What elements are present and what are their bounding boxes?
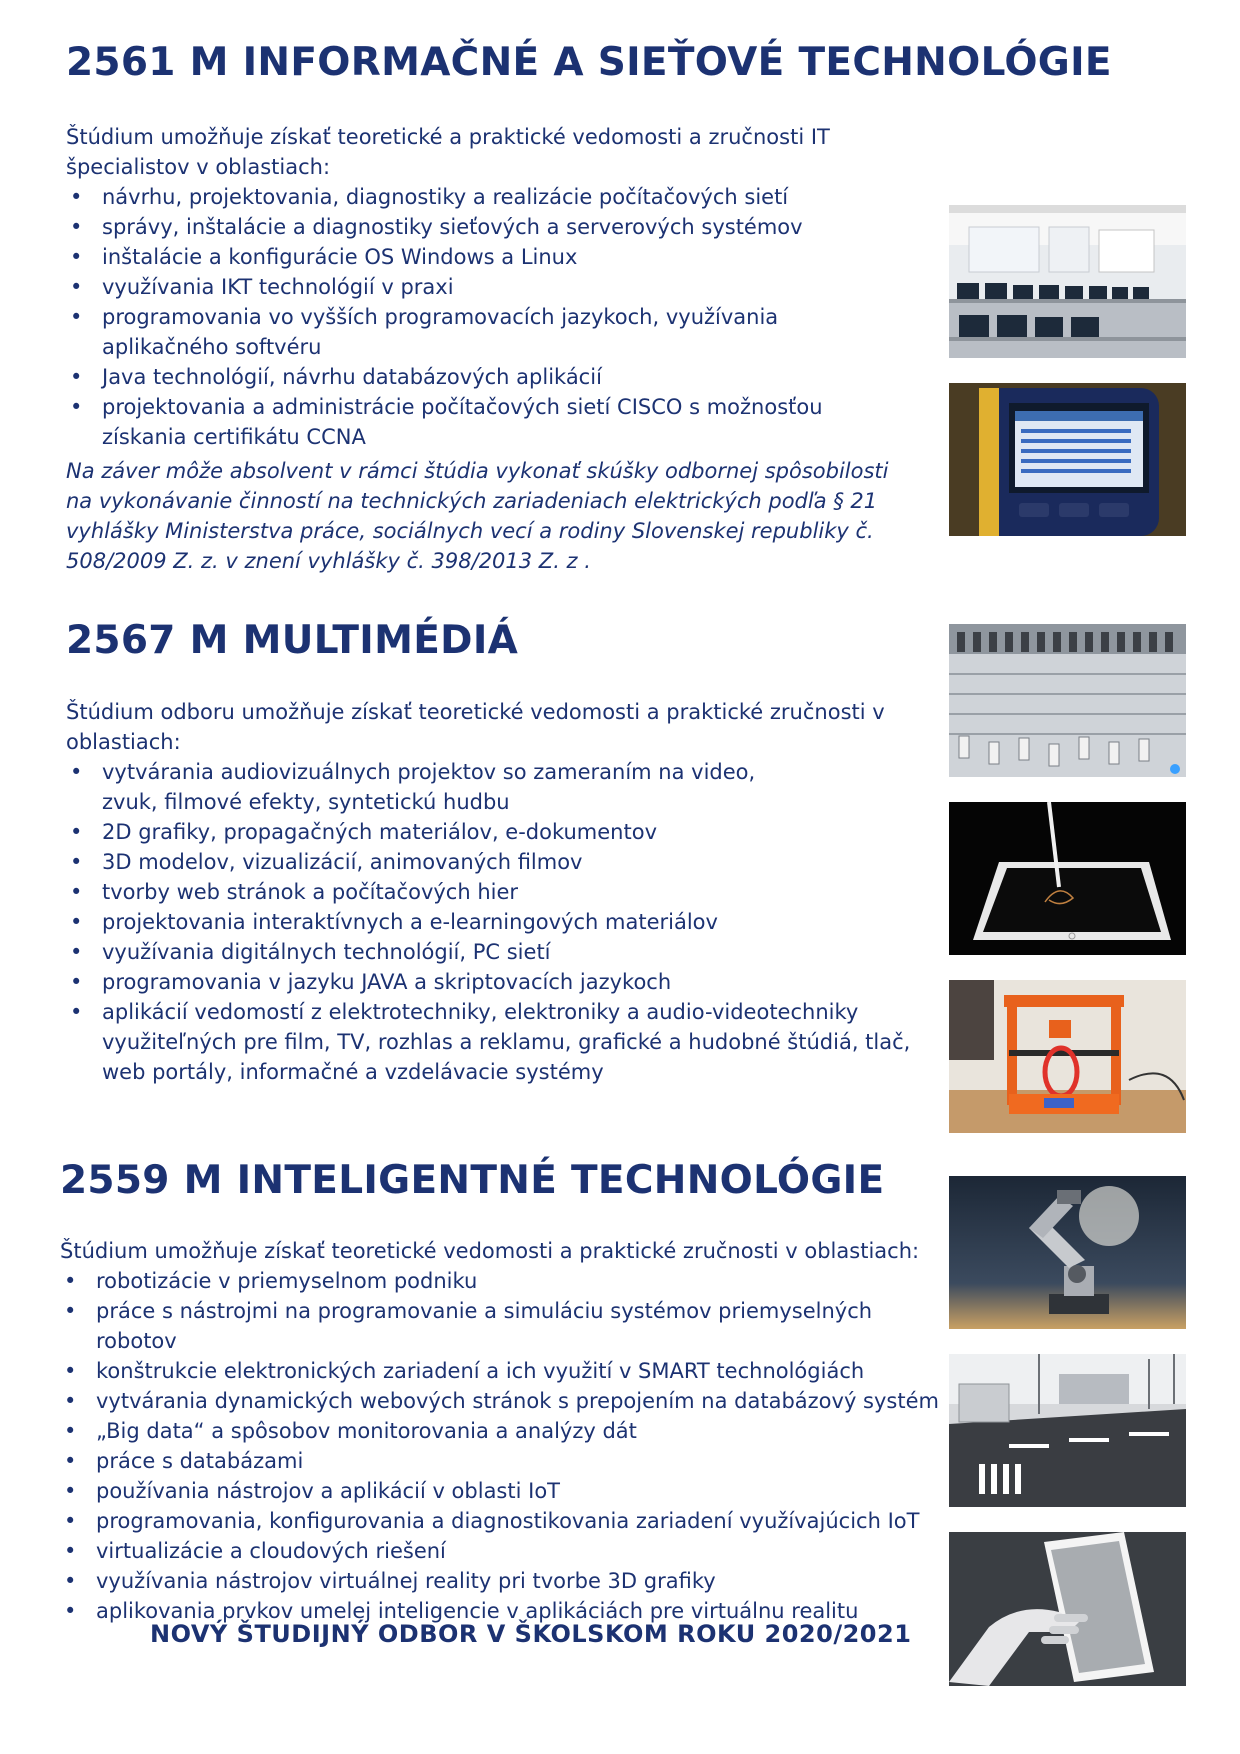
section-multimedia — [66, 697, 946, 1087]
bullet-list — [60, 1266, 940, 1626]
section-intro: Štúdium umožňuje získať teoretické a praktické vedomosti a zručnosti IT špecialistov v oblastiach: — [66, 125, 830, 179]
bullet-list — [66, 757, 926, 1087]
list-item: • konštrukcie elektronických zariadení a ich využití v SMART technológiách — [60, 1356, 940, 1386]
list-item: • tvorby web stránok a počítačových hier — [66, 877, 926, 907]
list-item: • 3D modelov, vizualizácií, animovaných filmov — [66, 847, 926, 877]
industrial-robot-photo — [949, 1176, 1186, 1329]
section-intro: Štúdium odboru umožňuje získať teoretické vedomosti a praktické zručnosti v oblastiach: — [66, 700, 885, 754]
list-item: • programovania, konfigurovania a diagnostikovania zariadení využívajúcich IoT — [60, 1506, 940, 1536]
list-item: • správy, inštalácie a diagnostiky sieťových a serverových systémov — [66, 212, 906, 242]
robotic-hand-tablet-photo — [949, 1532, 1186, 1686]
list-item: • používania nástrojov a aplikácií v oblasti IoT — [60, 1476, 940, 1506]
list-item: • využívania digitálnych technológií, PC sietí — [66, 937, 926, 967]
list-item: • práce s databázami — [60, 1446, 940, 1476]
list-item: • projektovania a administrácie počítačových sietí CISCO s možnosťou získania certifikátu CCNA — [66, 392, 906, 452]
list-item: • robotizácie v priemyselnom podniku — [60, 1266, 940, 1296]
list-item: • návrhu, projektovania, diagnostiky a realizácie počítačových sietí — [66, 182, 906, 212]
list-item: • využívania IKT technológií v praxi — [66, 272, 906, 302]
title-informacne-technologie: 2561 M INFORMAČNÉ A SIEŤOVÉ TECHNOLÓGIE — [66, 40, 1112, 85]
network-tester-photo — [949, 383, 1186, 536]
title-inteligentne-technologie: 2559 M INTELIGENTNÉ TECHNOLÓGIE — [60, 1158, 885, 1203]
section-intro: Štúdium umožňuje získať teoretické vedomosti a praktické zručnosti v oblastiach: — [60, 1239, 920, 1263]
title-multimedia: 2567 M MULTIMÉDIÁ — [66, 618, 519, 663]
bullet-list — [66, 182, 906, 452]
section-informacne-technologie — [66, 122, 946, 576]
list-item: • projektovania interaktívnych a e-learningových materiálov — [66, 907, 926, 937]
list-item: • aplikovania prvkov umelej inteligencie v aplikáciách pre virtuálnu realitu — [60, 1596, 940, 1626]
list-item: • vytvárania audiovizuálnych projektov so zameraním na video, zvuk, filmové efekty, syntetickú hudbu — [66, 757, 802, 817]
list-item: • inštalácie a konfigurácie OS Windows a Linux — [66, 242, 906, 272]
footer-banner: NOVÝ ŠTUDIJNÝ ODBOR V ŠKOLSKOM ROKU 2020/2021 — [150, 1620, 912, 1648]
list-item: • aplikácií vedomostí z elektrotechniky, elektroniky a audio-videotechniky využiteľných pre film, TV, rozhlas a reklamu, grafické a hudobné štúdiá, tlač, web portály, informačné a vzdelávacie systémy — [66, 997, 926, 1087]
smart-city-model-photo — [949, 1354, 1186, 1507]
list-item: • Java technológií, návrhu databázových aplikácií — [66, 362, 906, 392]
list-item: • virtualizácie a cloudových riešení — [60, 1536, 940, 1566]
certification-note: Na záver môže absolvent v rámci štúdia vykonať skúšky odbornej spôsobilosti na vykonávanie činností na technických zariadeniach elektrických podľa § 21 vyhlášky Ministerstva práce, sociálnych vecí a rodiny Slovenskej republiky č. 508/2009 Z. z. v znení vyhlášky č. 398/2013 Z. z . — [66, 459, 889, 573]
list-item: • „Big data“ a spôsobov monitorovania a analýzy dát — [60, 1416, 940, 1446]
section-inteligentne-technologie — [60, 1236, 940, 1626]
list-item: • využívania nástrojov virtuálnej reality pri tvorbe 3D grafiky — [60, 1566, 940, 1596]
list-item: • práce s nástrojmi na programovanie a simuláciu systémov priemyselných robotov — [60, 1296, 940, 1356]
mixing-console-photo — [949, 624, 1186, 777]
list-item: • vytvárania dynamických webových stránok s prepojením na databázový systém — [60, 1386, 940, 1416]
list-item: • programovania vo vyšších programovacích jazykoch, využívania aplikačného softvéru — [66, 302, 906, 362]
computer-lab-photo — [949, 205, 1186, 358]
3d-printer-photo — [949, 980, 1186, 1133]
list-item: • programovania v jazyku JAVA a skriptovacích jazykoch — [66, 967, 926, 997]
list-item: • 2D grafiky, propagačných materiálov, e-dokumentov — [66, 817, 926, 847]
tablet-stylus-photo — [949, 802, 1186, 955]
